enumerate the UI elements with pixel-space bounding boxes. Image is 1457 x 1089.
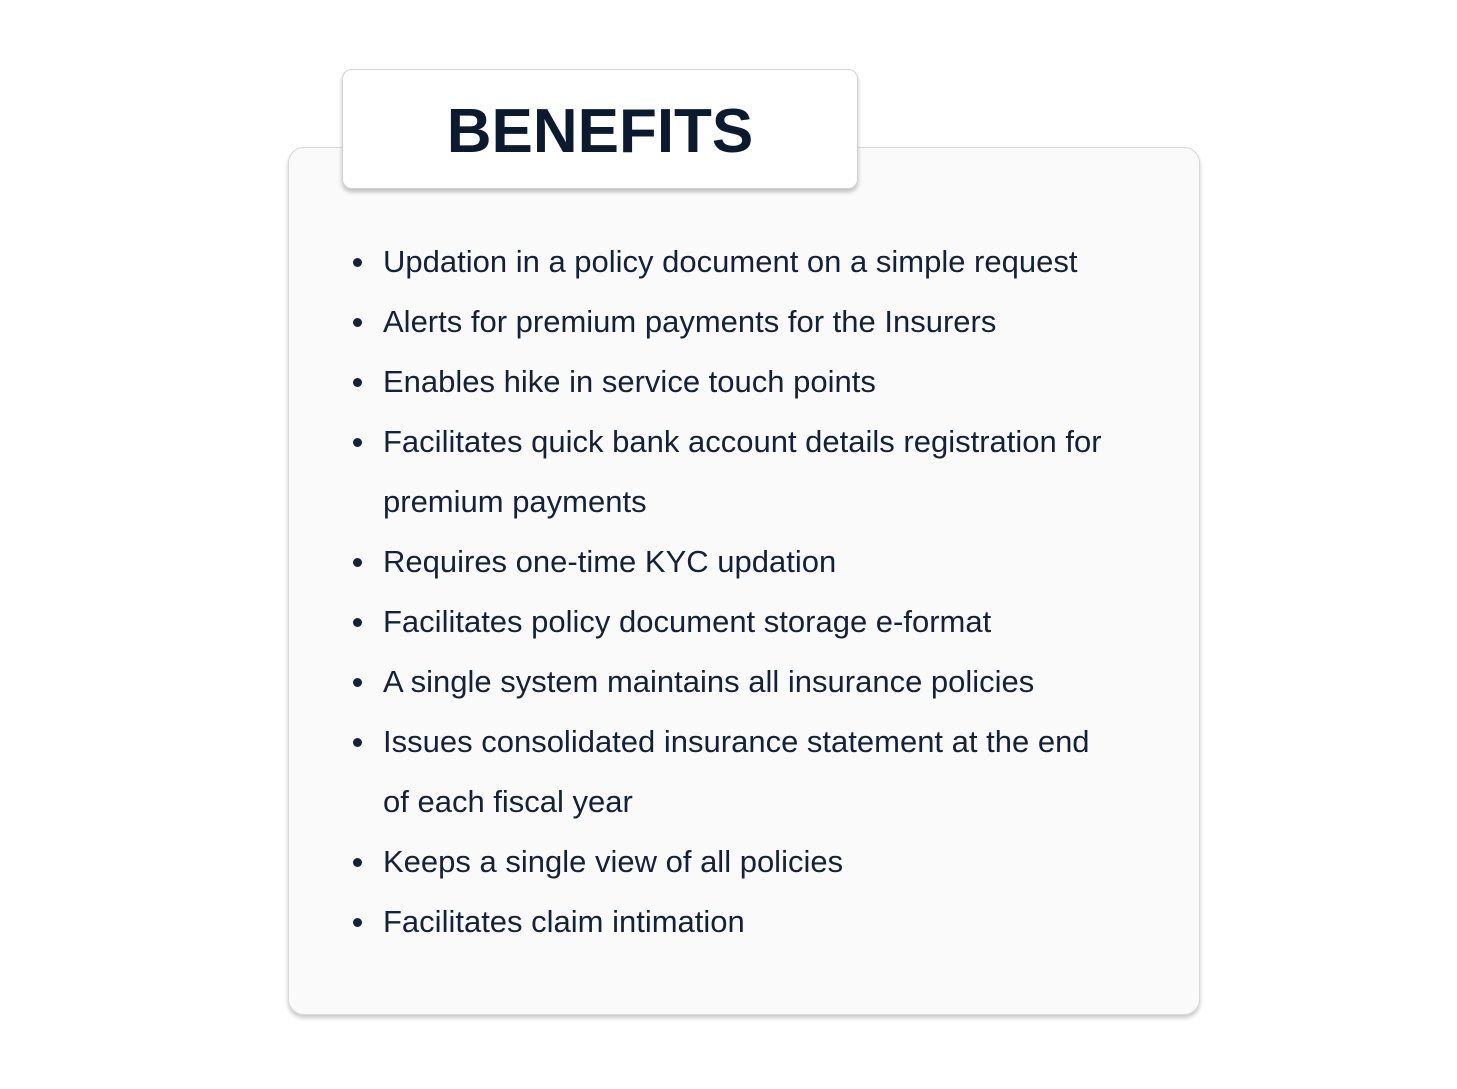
- list-item-text: A single system maintains all insurance policies: [383, 664, 1035, 699]
- list-item: [350, 652, 1170, 712]
- page-title: BENEFITS: [446, 96, 754, 166]
- bullet-icon: [353, 378, 362, 387]
- benefits-list: [350, 232, 1170, 952]
- list-item-text: Facilitates claim intimation: [383, 904, 745, 939]
- list-item-text: Alerts for premium payments for the Insurers: [383, 304, 997, 339]
- bullet-icon: [353, 318, 362, 327]
- title-tab: [342, 69, 858, 189]
- list-item: [350, 412, 1170, 532]
- bullet-icon: [353, 858, 362, 867]
- list-item: [350, 712, 1170, 832]
- bullet-icon: [353, 918, 362, 927]
- list-item: [350, 352, 1170, 412]
- bullet-icon: [353, 258, 362, 267]
- list-item: [350, 832, 1170, 892]
- bullet-icon: [353, 438, 362, 447]
- list-item: [350, 592, 1170, 652]
- list-item-text: Issues consolidated insurance statement at the end of each fiscal year: [383, 724, 1090, 819]
- list-item: [350, 532, 1170, 592]
- bullet-icon: [353, 618, 362, 627]
- list-item-text: Keeps a single view of all policies: [383, 844, 844, 879]
- list-item: [350, 292, 1170, 352]
- list-item-text: Requires one-time KYC updation: [383, 544, 837, 579]
- bullet-icon: [353, 678, 362, 687]
- list-item: [350, 232, 1170, 292]
- list-item-text: Facilitates policy document storage e-format: [383, 604, 992, 639]
- list-item: [350, 892, 1170, 952]
- bullet-icon: [353, 738, 362, 747]
- list-item-text: Enables hike in service touch points: [383, 364, 876, 399]
- bullet-icon: [353, 558, 362, 567]
- list-item-text: Updation in a policy document on a simple request: [383, 244, 1078, 279]
- list-item-text: Facilitates quick bank account details registration for premium payments: [383, 424, 1102, 519]
